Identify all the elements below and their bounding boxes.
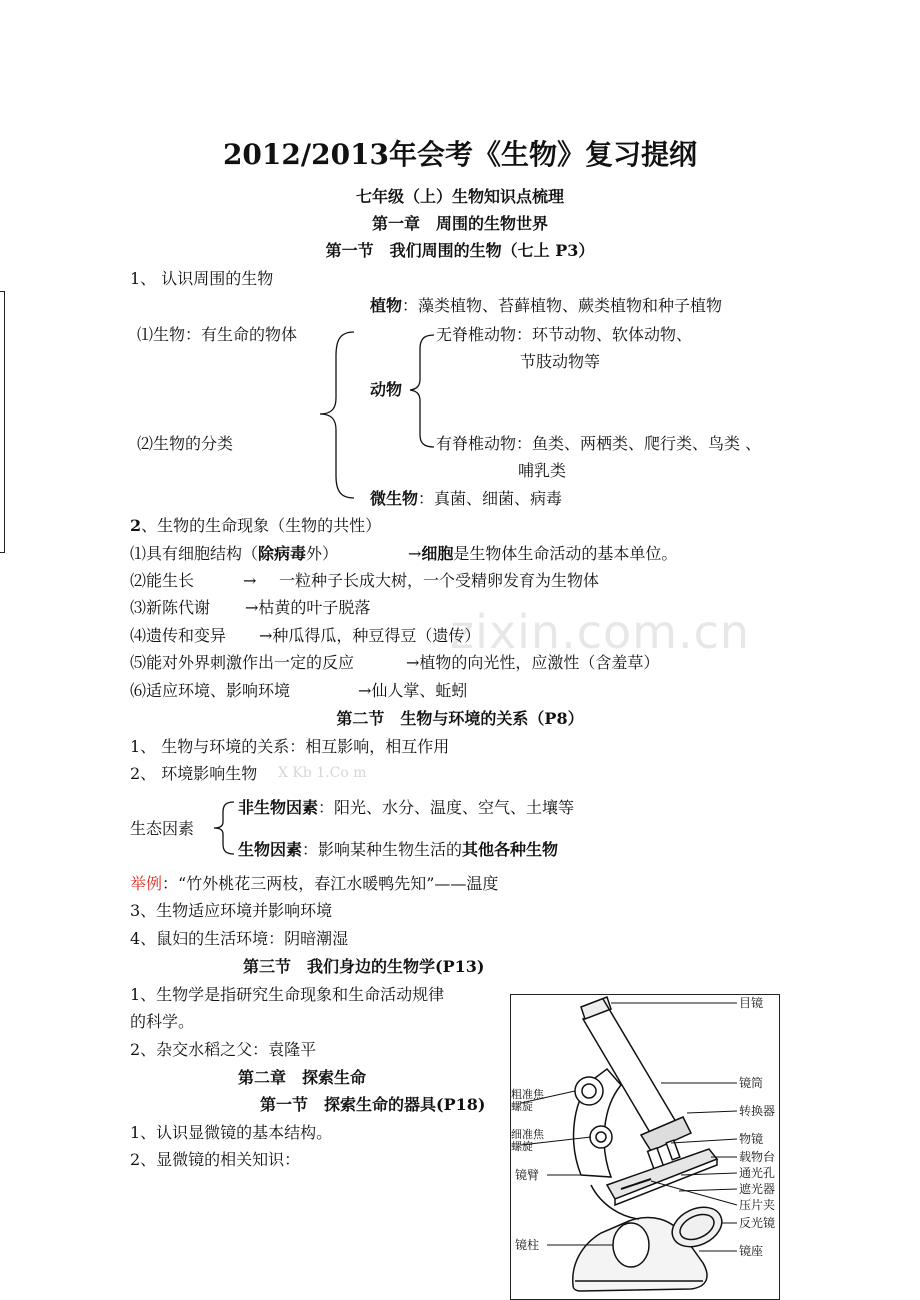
margin-tick-bottom — [0, 552, 5, 553]
arrow-icon: → — [358, 681, 372, 700]
microscope-figure — [510, 994, 780, 1300]
example-text: ：“竹外桃花三两枝，春江水暖鸭先知”——温度 — [162, 874, 499, 893]
classification-brace — [318, 330, 358, 500]
section-1-heading: 第一节 我们周围的生物（七上 P3） — [325, 241, 595, 260]
phenomenon-1-right — [408, 544, 677, 563]
label-coarse-focus: 粗准焦 螺旋 — [511, 1088, 544, 1114]
eco-brace — [212, 800, 238, 856]
s2-item-2: 2、 环境影响生物 — [130, 764, 258, 783]
abiotic-label: 非生物因素 — [238, 798, 319, 817]
phenomenon-4-example — [259, 626, 480, 645]
example-label: 举例 — [130, 874, 163, 893]
s2-item-1: 1、 生物与环境的关系：相互影响，相互作用 — [130, 737, 450, 756]
vertebrates-line-1: 有脊椎动物：鱼类、两栖类、爬行类、鸟类 、 — [436, 434, 762, 453]
label-nosepiece: 转换器 — [739, 1104, 776, 1118]
eco-factors-label: 生态因素 — [130, 819, 195, 838]
s2-item-4: 4、鼠妇的生活环境：阴暗潮湿 — [130, 929, 349, 948]
item-1: 1、 认识周围的生物 — [130, 269, 274, 288]
c2-item-1: 1、认识显微镜的基本结构。 — [130, 1123, 333, 1142]
label-pillar: 镜柱 — [515, 1238, 540, 1252]
phenomenon-6-text: 仙人掌、蚯蚓 — [371, 681, 468, 700]
arrow-icon: → — [259, 626, 273, 645]
label-fine-focus: 细准焦 螺旋 — [511, 1128, 544, 1154]
label-base: 镜座 — [739, 1244, 764, 1258]
phenomenon-4-text: 种瓜得瓜，种豆得豆（遗传） — [272, 626, 481, 645]
phenomenon-1-e: 是生物体生命活动的基本单位。 — [453, 544, 678, 563]
small-watermark: X Kb 1.Co m — [278, 765, 367, 781]
abiotic-text: ：阳光、水分、温度、空气、土壤等 — [318, 798, 575, 817]
s2-item-3: 3、生物适应环境并影响环境 — [130, 901, 333, 920]
item-2 — [130, 516, 381, 535]
phenomenon-1-cell: 细胞 — [421, 544, 454, 563]
phenomenon-2: ⑵能生长 — [130, 571, 195, 590]
s3-item-2: 2、杂交水稻之父：袁隆平 — [130, 1040, 317, 1059]
phenomenon-3-example — [245, 598, 370, 617]
phenomenon-6: ⑹适应环境、影响环境 — [130, 681, 291, 700]
watermark: zixin.com.cn — [450, 605, 751, 659]
c2-section-1-heading: 第一节 探索生命的器具(P18) — [260, 1095, 486, 1114]
item-2-number: 2 — [130, 516, 142, 535]
phenomenon-1-a: ⑴具有细胞结构（ — [130, 544, 259, 563]
invertebrates-line-1: 无脊椎动物：环节动物、软体动物、 — [436, 325, 693, 344]
biotic-text: ：影响某种生物生活的 — [302, 840, 463, 859]
plants-label: 植物 — [370, 296, 403, 315]
phenomenon-5-example — [406, 653, 659, 672]
phenomenon-2-example: 一粒种子长成大树，一个受精卵发育为生物体 — [279, 571, 600, 590]
label-mirror: 反光镜 — [739, 1216, 776, 1230]
plants-text: ：藻类植物、苔藓植物、蕨类植物和种子植物 — [402, 296, 723, 315]
arrow-icon: → — [245, 598, 259, 617]
label-arm: 镜臂 — [515, 1168, 540, 1182]
vertebrates-line-2: 哺乳类 — [518, 461, 567, 480]
label-clip: 压片夹 — [739, 1198, 776, 1212]
item-2-text: 、生物的生命现象（生物的共性） — [141, 516, 382, 535]
grade-subtitle: 七年级（上）生物知识点梳理 — [355, 187, 564, 206]
phenomenon-1 — [130, 544, 338, 563]
label-tube: 镜筒 — [739, 1076, 764, 1090]
label-eyepiece: 目镜 — [739, 996, 764, 1010]
label-aperture: 通光孔 — [739, 1166, 776, 1180]
plants-line — [370, 296, 722, 315]
s3-item-1-line-2: 的科学。 — [130, 1012, 195, 1031]
biotic-line — [238, 840, 558, 859]
animals-brace — [408, 333, 438, 449]
arrow-icon: → — [408, 544, 422, 563]
margin-line — [4, 291, 5, 553]
arrow-icon: → — [406, 653, 420, 672]
definition-1: ⑴生物：有生命的物体 — [137, 325, 298, 344]
margin-tick-top — [0, 291, 5, 292]
biotic-label: 生物因素 — [238, 840, 303, 859]
phenomenon-5: ⑸能对外界刺激作出一定的反应 — [130, 653, 355, 672]
arrow-icon: → — [243, 571, 257, 590]
phenomenon-3: ⑶新陈代谢 — [130, 598, 211, 617]
microbes-text: ：真菌、细菌、病毒 — [418, 489, 563, 508]
section-3-heading: 第三节 我们身边的生物学(P13) — [243, 957, 485, 976]
animals-label: 动物 — [370, 380, 403, 399]
example-line — [130, 874, 498, 893]
chapter-1-heading: 第一章 周围的生物世界 — [371, 214, 548, 233]
microbes-line — [370, 489, 562, 508]
label-diaphragm: 遮光器 — [739, 1182, 776, 1196]
phenomenon-4: ⑷遗传和变异 — [130, 626, 227, 645]
invertebrates-line-2: 节肢动物等 — [520, 352, 601, 371]
document-title: 2012/2013年会考《生物》复习提纲 — [222, 138, 698, 171]
label-objective: 物镜 — [739, 1132, 764, 1146]
abiotic-line — [238, 798, 574, 817]
phenomenon-1-bold: 除病毒 — [258, 544, 307, 563]
phenomenon-5-text: 植物的向光性，应激性（含羞草） — [419, 653, 660, 672]
phenomenon-3-text: 枯黄的叶子脱落 — [258, 598, 371, 617]
label-stage: 载物台 — [739, 1150, 776, 1164]
chapter-2-heading: 第二章 探索生命 — [238, 1068, 367, 1087]
phenomenon-6-example — [358, 681, 467, 700]
c2-item-2: 2、显微镜的相关知识： — [130, 1150, 301, 1169]
biotic-text-bold: 其他各种生物 — [462, 840, 559, 859]
section-2-heading: 第二节 生物与环境的关系（P8） — [336, 709, 584, 728]
definition-2: ⑵生物的分类 — [137, 434, 234, 453]
phenomenon-1-c: 外） — [306, 544, 339, 563]
s3-item-1-line-1: 1、生物学是指研究生命现象和生命活动规律 — [130, 985, 445, 1004]
microbes-label: 微生物 — [370, 489, 419, 508]
